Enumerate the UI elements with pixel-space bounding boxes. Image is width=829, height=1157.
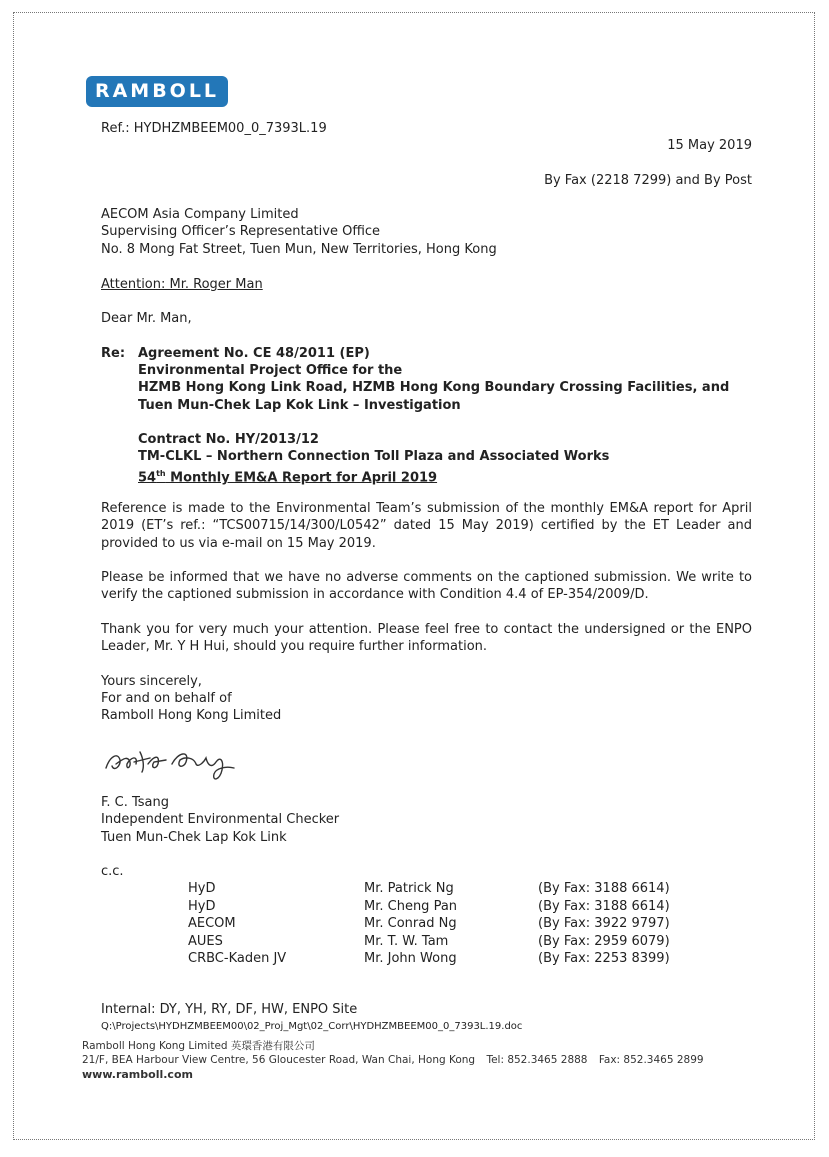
closing-on-behalf: For and on behalf of: [101, 691, 232, 706]
cc-org: HyD: [188, 898, 216, 914]
cc-org: CRBC-Kaden JV: [188, 951, 287, 966]
report-number: 54: [138, 470, 157, 486]
recipient-company: AECOM Asia Company Limited: [101, 207, 299, 222]
cc-fax: (By Fax: 3188 6614): [538, 881, 670, 896]
footer-fax: Fax: 852.3465 2899: [598, 1054, 704, 1066]
footer-address: 21/F, BEA Harbour View Centre, 56 Gloucester Road, Wan Chai, Hong Kong: [82, 1054, 476, 1066]
re-contract-works: TM-CLKL – Northern Connection Toll Plaza and Associated Works: [138, 449, 610, 464]
closing-yours-sincerely: Yours sincerely,: [101, 674, 202, 689]
cc-fax: (By Fax: 3188 6614): [538, 898, 670, 914]
cc-person: Mr. John Wong: [364, 951, 457, 966]
salutation: Dear Mr. Man,: [101, 311, 192, 326]
ramboll-logo: RAMBOLL: [86, 76, 228, 107]
cc-person: Mr. Conrad Ng: [364, 916, 457, 931]
handwritten-signature: [100, 738, 245, 788]
body-paragraph-3: Thank you for very much your attention. Please feel free to contact the undersigned or the ENPO Leader, Mr. Y H Hui, should you require further information.: [101, 622, 752, 655]
re-agreement: Agreement No. CE 48/2011 (EP): [138, 346, 370, 361]
reference-number: Ref.: HYDHZMBEEM00_0_7393L.19: [101, 121, 327, 136]
re-contract: Contract No. HY/2013/12: [138, 432, 319, 447]
document-file-path: Q:\Projects\HYDHZMBEEM00\02_Proj_Mgt\02_Corr\HYDHZMBEEM00_0_7393L.19.doc: [101, 1021, 523, 1032]
re-project-name-cont: Tuen Mun-Chek Lap Kok Link – Investigation: [138, 398, 461, 413]
cc-person: Mr. Cheng Pan: [364, 898, 458, 914]
recipient-address: No. 8 Mong Fat Street, Tuen Mun, New Territories, Hong Kong: [101, 242, 497, 257]
signatory-title: Independent Environmental Checker: [101, 812, 340, 827]
re-report-title: [138, 465, 437, 487]
closing-company: Ramboll Hong Kong Limited: [101, 708, 282, 723]
cc-organisations: [188, 880, 286, 968]
report-number-suffix: th: [156, 469, 166, 478]
delivery-method: By Fax (2218 7299) and By Post: [544, 173, 752, 188]
cc-label: c.c.: [101, 864, 124, 879]
cc-persons: [364, 880, 457, 968]
re-project-name: HZMB Hong Kong Link Road, HZMB Hong Kong Boundary Crossing Facilities, and: [138, 380, 730, 395]
cc-person: Mr. Patrick Ng: [364, 881, 454, 896]
footer-company-name: Ramboll Hong Kong Limited 英環香港有限公司: [82, 1040, 315, 1052]
cc-fax: (By Fax: 2253 8399): [538, 951, 670, 966]
body-paragraph-1: Reference is made to the Environmental Team’s submission of the monthly EM&A report for April 2019 (ET’s ref.: “TCS00715/14/300/L0542” dated 15 May 2019) certified by the ET Leader and provided to us via e-mail on 15 May 2019.: [101, 501, 752, 551]
cc-org: AECOM: [188, 916, 236, 931]
cc-fax-numbers: [538, 880, 670, 968]
recipient-office: Supervising Officer’s Representative Office: [101, 224, 381, 239]
footer-address-line: [82, 1054, 704, 1066]
body-paragraph-2: Please be informed that we have no adverse comments on the captioned submission. We write to verify the captioned submission in accordance with Condition 4.4 of EP-354/2009/D.: [101, 570, 752, 603]
letter-date: 15 May 2019: [667, 138, 752, 153]
footer-website[interactable]: www.ramboll.com: [82, 1068, 193, 1081]
cc-person: Mr. T. W. Tam: [364, 933, 449, 949]
re-label: Re:: [101, 346, 126, 361]
cc-fax: (By Fax: 2959 6079): [538, 933, 670, 949]
cc-org: AUES: [188, 933, 223, 949]
attention-line: Attention: Mr. Roger Man: [101, 277, 263, 292]
signatory-name: F. C. Tsang: [101, 795, 170, 810]
footer-tel: Tel: 852.3465 2888: [486, 1054, 588, 1066]
internal-distribution: Internal: DY, YH, RY, DF, HW, ENPO Site: [101, 1002, 358, 1017]
cc-org: HyD: [188, 881, 216, 896]
cc-fax: (By Fax: 3922 9797): [538, 916, 670, 931]
re-project-office: Environmental Project Office for the: [138, 363, 403, 378]
report-title-rest: Monthly EM&A Report for April 2019: [165, 470, 438, 486]
signatory-project: Tuen Mun-Chek Lap Kok Link: [101, 830, 287, 845]
